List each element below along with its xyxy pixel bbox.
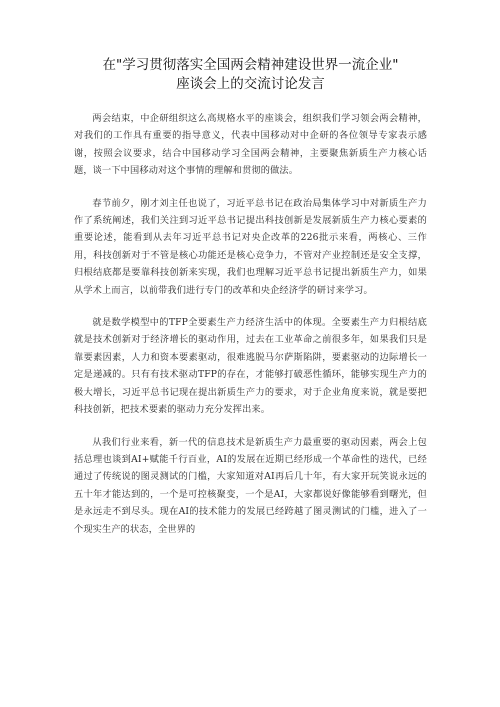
- paragraph-2: 春节前夕，刚才刘主任也说了，习近平总书记在政治局集体学习中对新质生产力作了系统阐述，我们关注到习近平总书记提出科技创新是发展新质生产力核心要素的重要论述，能看到从去年习近平总书记对央企改革的226批示来看，两核心、三作用，科技创新对于不管是核心功能还是核心竞争力，不管对产业控制还是安全支撑，归根结底都是要靠科技创新来实现，我们也理解习近平总书记提出新质生产力，如果从学术上而言，以前带我们进行专门的改革和央企经济学的研讨来学习。: [74, 197, 427, 296]
- title-line-1: 在"学习贯彻落实全国两会精神建设世界一流企业": [102, 57, 399, 73]
- document-title: [74, 56, 427, 94]
- paragraph-1: 两会结束，中企研组织这么高规格水平的座谈会，组织我们学习领会两会精神，对我们的工作具有重要的指导意义，代表中国移动对中企研的各位领导专家表示感谢，按照会议要求，结合中国移动学习全国两会精神，主要聚焦新质生产力核心话题，谈一下中国移动对这个事情的理解和贯彻的做法。: [74, 113, 427, 177]
- paragraph-3: 就是数学模型中的TFP全要素生产力经济生活中的体现。全要素生产力归根结底就是技术创新对于经济增长的驱动作用，过去在工业革命之前很多年，如果我们只是靠要素因素，人力和资本要素驱动，很难逃脱马尔萨斯陷阱，要素驱动的边际增长一定是递减的。只有有技术驱动TFP的存在，才能够打破恶性循环，能够实现生产力的极大增长，习近平总书记现在提出新质生产力的要求，对于企业角度来说，就是要把科技创新，把技术要素的驱动力充分发挥出来。: [74, 317, 427, 416]
- document-body: [74, 110, 427, 538]
- title-line-2: 座谈会上的交流讨论发言: [176, 76, 325, 92]
- paragraph-4: 从我们行业来看，新一代的信息技术是新质生产力最重要的驱动因素，两会上包括总理也谈到AI+赋能千行百业，AI的发展在近期已经形成一个革命性的迭代，已经通过了传统说的图灵测试的门槛，大家知道对AI再后几十年，有大家开玩笑说永远的五十年才能达到的，一个是可控核聚变，一个是AI，大家都说好像能够看到曙光，但是永远走不到尽头。现在AI的技术能力的发展已经跨越了图灵测试的门槛，进入了一个现实生产的状态，全世界的: [74, 436, 427, 535]
